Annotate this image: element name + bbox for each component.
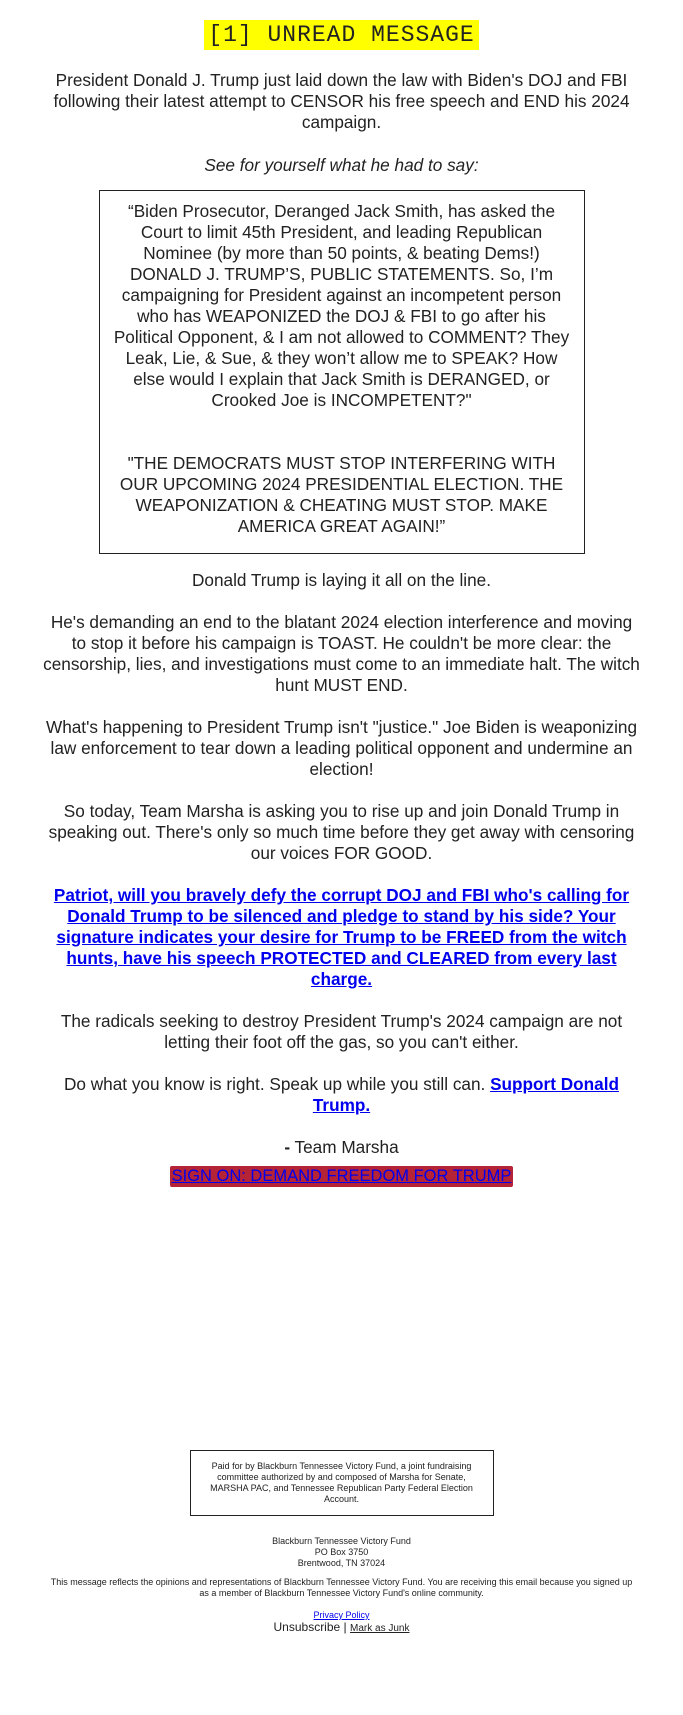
sign-on-button[interactable]: SIGN ON: DEMAND FREEDOM FOR TRUMP [171, 1167, 512, 1185]
support-donald-trump-link[interactable]: Support Donald Trump. [312, 1074, 619, 1115]
intro-paragraph: President Donald J. Trump just laid down the law with Biden's DOJ and FBI following their latest attempt to CENSOR his free speech and END his 2024 campaign. [53, 70, 630, 132]
mark-as-junk-link[interactable]: Mark as Junk [350, 1623, 410, 1634]
city-state-zip: Brentwood, TN 37024 [297, 1558, 386, 1568]
email-body [42, 20, 642, 1187]
see-for-yourself: See for yourself what he had to say: [204, 155, 479, 175]
signature-name: Team Marsha [294, 1137, 399, 1157]
footer [0, 1450, 683, 1634]
privacy-policy-link[interactable]: Privacy Policy [313, 1610, 370, 1620]
paid-for-box: Paid for by Blackburn Tennessee Victory Fund, a joint fundraising committee authorized by and composed of Marsha for Senate, MARSHA PAC, and Tennessee Republican Party Federal Election Account. [190, 1450, 494, 1516]
quote-paragraph-1: “Biden Prosecutor, Deranged Jack Smith, has asked the Court to limit 45th President, and leading Republican Nominee (by more than 50 points, & beating Dems!) DONALD J. TRUMP’S, PUBLIC STATEMENTS. So, I’m campaigning for President against an incompetent person who has WEAPONIZED the DOJ & FBI to go after his Political Opponent, & I am not allowed to COMMENT? They Leak, Lie, & Sue, & they won’t allow me to SPEAK? How else would I explain that Jack Smith is DERANGED, or Crooked Joe is INCOMPETENT?" [113, 201, 570, 410]
mailing-address [0, 1536, 683, 1569]
po-box: PO Box 3750 [314, 1547, 369, 1557]
separator: | [343, 1620, 347, 1634]
message-body [42, 570, 642, 1158]
cta-container [42, 1166, 642, 1187]
org-name: Blackburn Tennessee Victory Fund [272, 1536, 411, 1546]
body-paragraph-6 [42, 1074, 642, 1116]
signature-dash: - [284, 1137, 291, 1157]
pledge-link[interactable]: Patriot, will you bravely defy the corrupt DOJ and FBI who's calling for Donald Trump to be silenced and pledge to stand by his side? Your signature indicates your desire for Trump to be FREED from the witch hunts, have his speech PROTECTED and CLEARED from every last charge. [53, 885, 630, 989]
unsubscribe-row [0, 1622, 683, 1634]
body-paragraph-5: The radicals seeking to destroy President Trump's 2024 campaign are not letting their foot off the gas, so you can't either. [60, 1011, 623, 1052]
speak-up-text: Do what you know is right. Speak up while you still can. [64, 1074, 486, 1094]
disclaimer: This message reflects the opinions and representations of Blackburn Tennessee Victory Fund. You are receiving this email because you signed up as a member of Blackburn Tennessee Victory Fund's online community. [50, 1577, 633, 1598]
body-paragraph-3: What's happening to President Trump isn't "justice." Joe Biden is weaponizing law enforcement to tear down a leading political opponent and undermine an election! [45, 717, 638, 779]
unsubscribe-link[interactable]: Unsubscribe [273, 1620, 341, 1634]
unread-badge: [1] UNREAD MESSAGE [204, 20, 478, 50]
quote-paragraph-2: "THE DEMOCRATS MUST STOP INTERFERING WITH OUR UPCOMING 2024 PRESIDENTIAL ELECTION. THE WEAPONIZATION & CHEATING MUST STOP. MAKE AMERICA GREAT AGAIN!” [119, 453, 564, 536]
body-paragraph-1: Donald Trump is laying it all on the line. [191, 570, 492, 590]
body-paragraph-4: So today, Team Marsha is asking you to rise up and join Donald Trump in speaking out. There's only so much time before they get away with censoring our voices FOR GOOD. [48, 801, 635, 863]
body-paragraph-2: He's demanding an end to the blatant 2024 election interference and moving to stop it before his campaign is TOAST. He couldn't be more clear: the censorship, lies, and investigations must come to an immediate halt. The witch hunt MUST END. [43, 612, 640, 695]
unread-header [42, 20, 642, 50]
pledge-paragraph [42, 885, 642, 990]
signature [42, 1137, 642, 1158]
trump-quote-box [99, 190, 585, 554]
